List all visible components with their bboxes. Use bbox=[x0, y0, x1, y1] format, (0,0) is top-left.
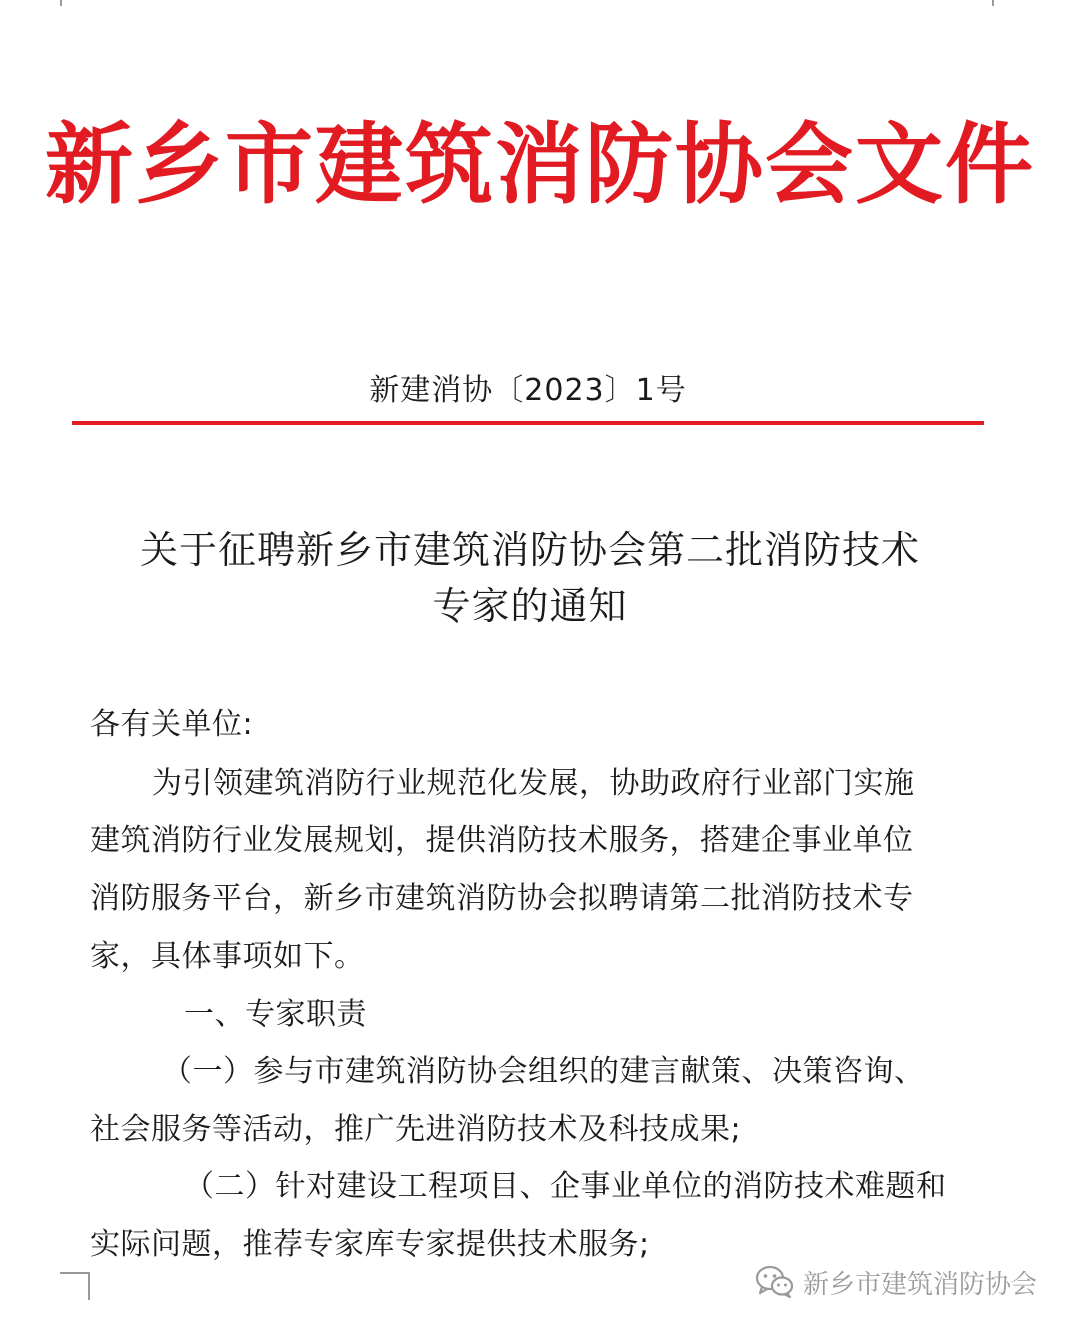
notice-title bbox=[60, 522, 1000, 634]
document-number: 新建消协〔2023〕1号 bbox=[369, 373, 687, 408]
list-item-line: （一）参与市建筑消防协会组织的建言献策、决策咨询、 bbox=[162, 1054, 925, 1089]
list-item-line: 社会服务等活动，推广先进消防技术及科技成果; bbox=[90, 1112, 742, 1147]
document-header-title: 新乡市建筑消防协会文件 bbox=[44, 113, 1035, 216]
paragraph-line: 建筑消防行业发展规划，提供消防技术服务，搭建企事业单位 bbox=[90, 823, 914, 858]
page-corner-mark bbox=[60, 0, 62, 6]
wechat-watermark bbox=[755, 1262, 1037, 1302]
salutation: 各有关单位: bbox=[90, 707, 254, 742]
header-red-divider bbox=[72, 421, 984, 425]
section-heading: 一、专家职责 bbox=[184, 997, 367, 1032]
paragraph-line: 消防服务平台，新乡市建筑消防协会拟聘请第二批消防技术专 bbox=[90, 881, 914, 916]
notice-title-line: 专家的通知 bbox=[432, 584, 628, 628]
list-item-line: （二）针对建设工程项目、企事业单位的消防技术难题和 bbox=[184, 1169, 947, 1204]
page-corner-mark bbox=[60, 1272, 90, 1300]
notice-title-line: 关于征聘新乡市建筑消防协会第二批消防技术 bbox=[139, 528, 920, 572]
paragraph-line: 家，具体事项如下。 bbox=[90, 939, 365, 974]
wechat-account-name: 新乡市建筑消防协会 bbox=[803, 1269, 1038, 1300]
paragraph-line: 为引领建筑消防行业规范化发展，协助政府行业部门实施 bbox=[152, 766, 915, 801]
list-item-line: 实际问题，推荐专家库专家提供技术服务; bbox=[90, 1227, 650, 1262]
page-corner-mark bbox=[992, 0, 994, 6]
wechat-icon bbox=[755, 1265, 795, 1299]
